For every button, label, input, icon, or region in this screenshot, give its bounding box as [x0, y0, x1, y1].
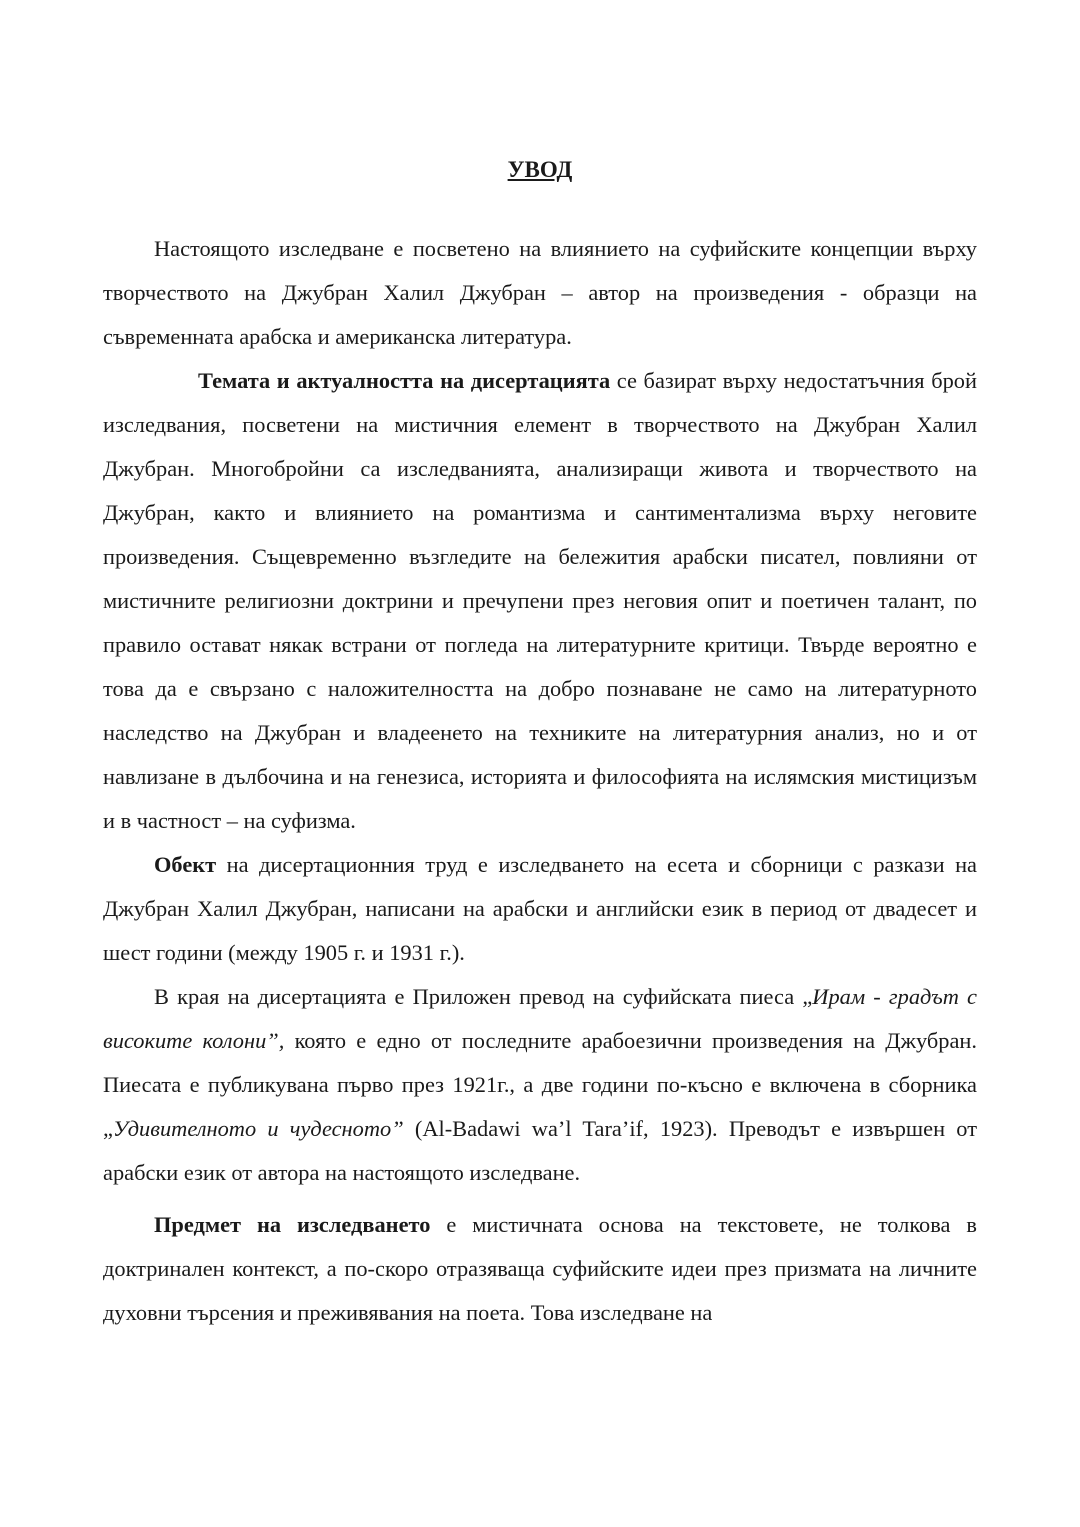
- play-title: Ирам - градът с високите колони”,: [103, 984, 977, 1053]
- subject-heading: Предмет на изследването: [154, 1212, 431, 1237]
- topic-text: се базират върху недостатъчния брой изследвания, посветени на мистичния елемент в творчеството на Джубран Халил Джубран. Многобройни са изследванията, анализиращи живота и творчеството на Джубран, както и влиянието на романтизма и сантиментализма върху неговите произведения. Същевременно възгледите на бележития арабски писател, повлияни от мистичните религиозни доктрини и пречупени през неговия опит и поетичен талант, по правило остават някак встрани от погледа на литературните критици. Твърде вероятно е това да е свързано с наложителността на добро познаване не само на литературното наследство на Джубран и владеенето на техниките на литературния анализ, но и от навлизане в дълбочина и на генезиса, историята и философията на ислямския мистицизъм и в частност – на суфизма.: [103, 368, 977, 833]
- paragraph-intro: Настоящото изследване е посветено на влиянието на суфийските концепции върху творчеството на Джубран Халил Джубран – автор на произведения - образци на съвременната арабска и американска литература.: [103, 236, 977, 349]
- appendix-text-1: В края на дисертацията е Приложен превод на суфийската пиеса „: [154, 984, 813, 1009]
- object-heading: Обект: [154, 852, 217, 877]
- document-body: [103, 227, 977, 1335]
- paragraph-object: [103, 843, 977, 975]
- collection-title: Удивителното и чудесното”: [112, 1116, 404, 1141]
- subject-text: е мистичната основа на текстовете, не толкова в доктринален контекст, а по-скоро отразяваща суфийските идеи през призмата на личните духовни търсения и преживявания на поета. Това изследване на: [103, 1212, 977, 1325]
- appendix-text-3: (Al-Badawi wa’l Tara’if, 1923). Преводът е извършен от арабски език от автора на настоящото изследване.: [103, 1116, 977, 1185]
- topic-heading: Темата и актуалността на дисертацията: [198, 368, 611, 393]
- page-title: УВОД: [507, 157, 573, 182]
- paragraph-subject: [103, 1203, 977, 1335]
- object-text: на дисертационния труд е изследването на есета и сборници с разкази на Джубран Халил Джубран, написани на арабски и английски език в период от двадесет и шест години (между 1905 г. и 1931 г.).: [103, 852, 977, 965]
- paragraph-topic: [103, 359, 977, 843]
- appendix-text-2: която е едно от последните арабоезични произведения на Джубран. Пиесата е публикувана първо през 1921г., а две години по-късно е включена в сборника „: [103, 1028, 977, 1141]
- paragraph-appendix: [103, 975, 977, 1195]
